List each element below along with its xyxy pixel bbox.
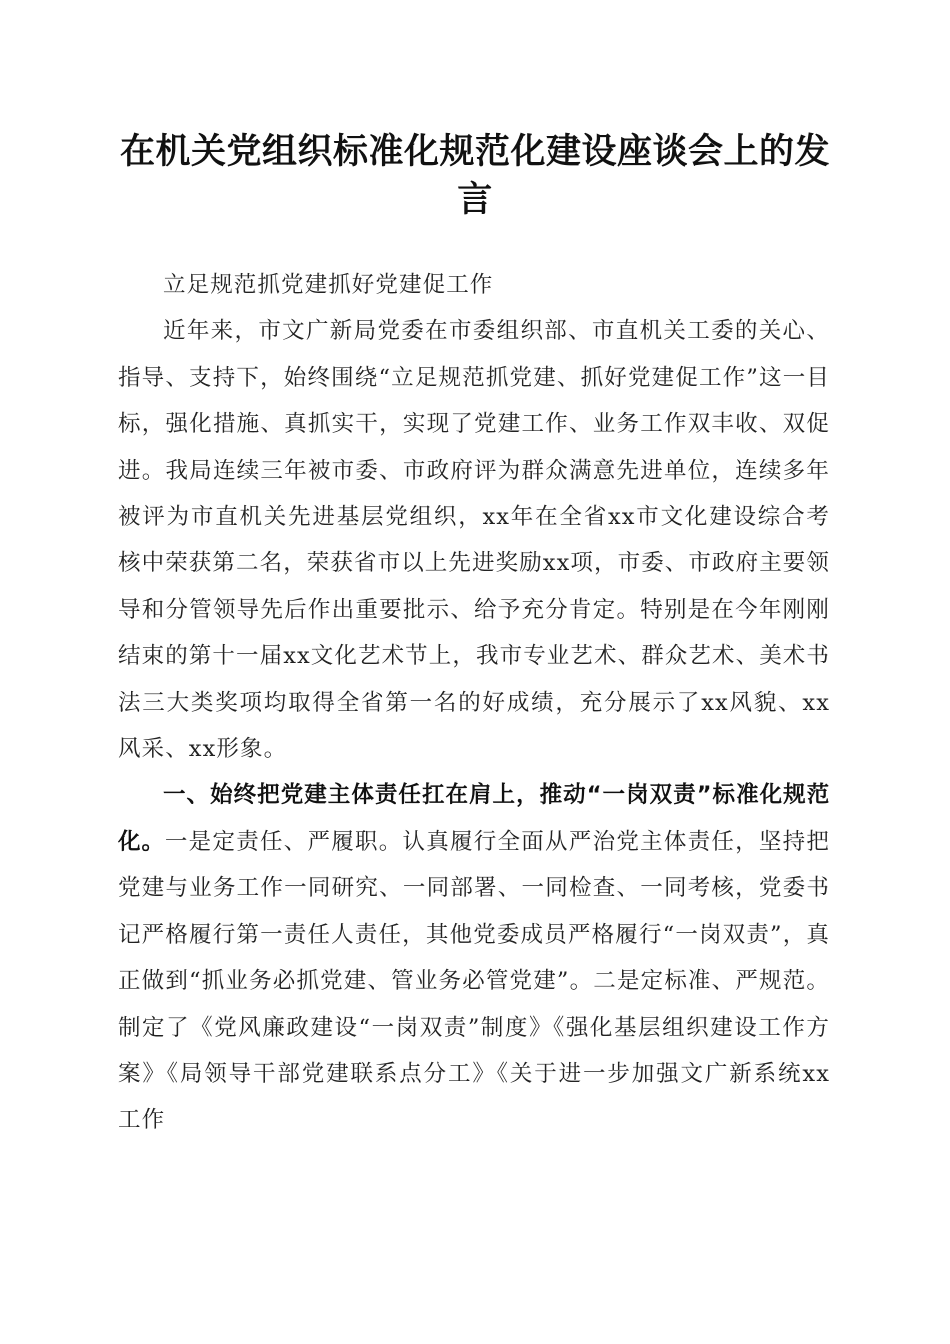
section-heading: 一、始终把党建主体责任扛在肩上，推动“一岗双责”标准化规范化。 bbox=[118, 782, 830, 855]
document-body bbox=[118, 262, 830, 1144]
paragraph-section-1 bbox=[118, 772, 830, 1143]
page-title: 在机关党组织标准化规范化建设座谈会上的发言 bbox=[119, 131, 830, 220]
paragraph-intro: 近年来，市文广新局党委在市委组织部、市直机关工委的关心、指导、支持下，始终围绕“立足规范抓党建、抓好党建促工作”这一目标，强化措施、真抓实干，实现了党建工作、业务工作双丰收、双促进。我局连续三年被市委、市政府评为群众满意先进单位，连续多年被评为市直机关先进基层党组织，xx年在全省xx市文化建设综合考核中荣获第二名，荣获省市以上先进奖励xx项，市委、市政府主要领导和分管领导先后作出重要批示、给予充分肯定。特别是在今年刚刚结束的第十一届xx文化艺术节上，我市专业艺术、群众艺术、美术书法三大类奖项均取得全省第一名的好成绩，充分展示了xx风貌、xx风采、xx形象。 bbox=[118, 318, 830, 763]
document-subtitle: 立足规范抓党建抓好党建促工作 bbox=[163, 272, 494, 298]
section-text: 一是定责任、严履职。认真履行全面从严治党主体责任，坚持把党建与业务工作一同研究、一同部署、一同检查、一同考核，党委书记严格履行第一责任人责任，其他党委成员严格履行“一岗双责”，真正做到“抓业务必抓党建、管业务必管党建”。二是定标准、严规范。制定了《党风廉政建设“一岗双责”制度》《强化基层组织建设工作方案》《局领导干部党建联系点分工》《关于进一步加强文广新系统xx工作 bbox=[118, 828, 830, 1134]
